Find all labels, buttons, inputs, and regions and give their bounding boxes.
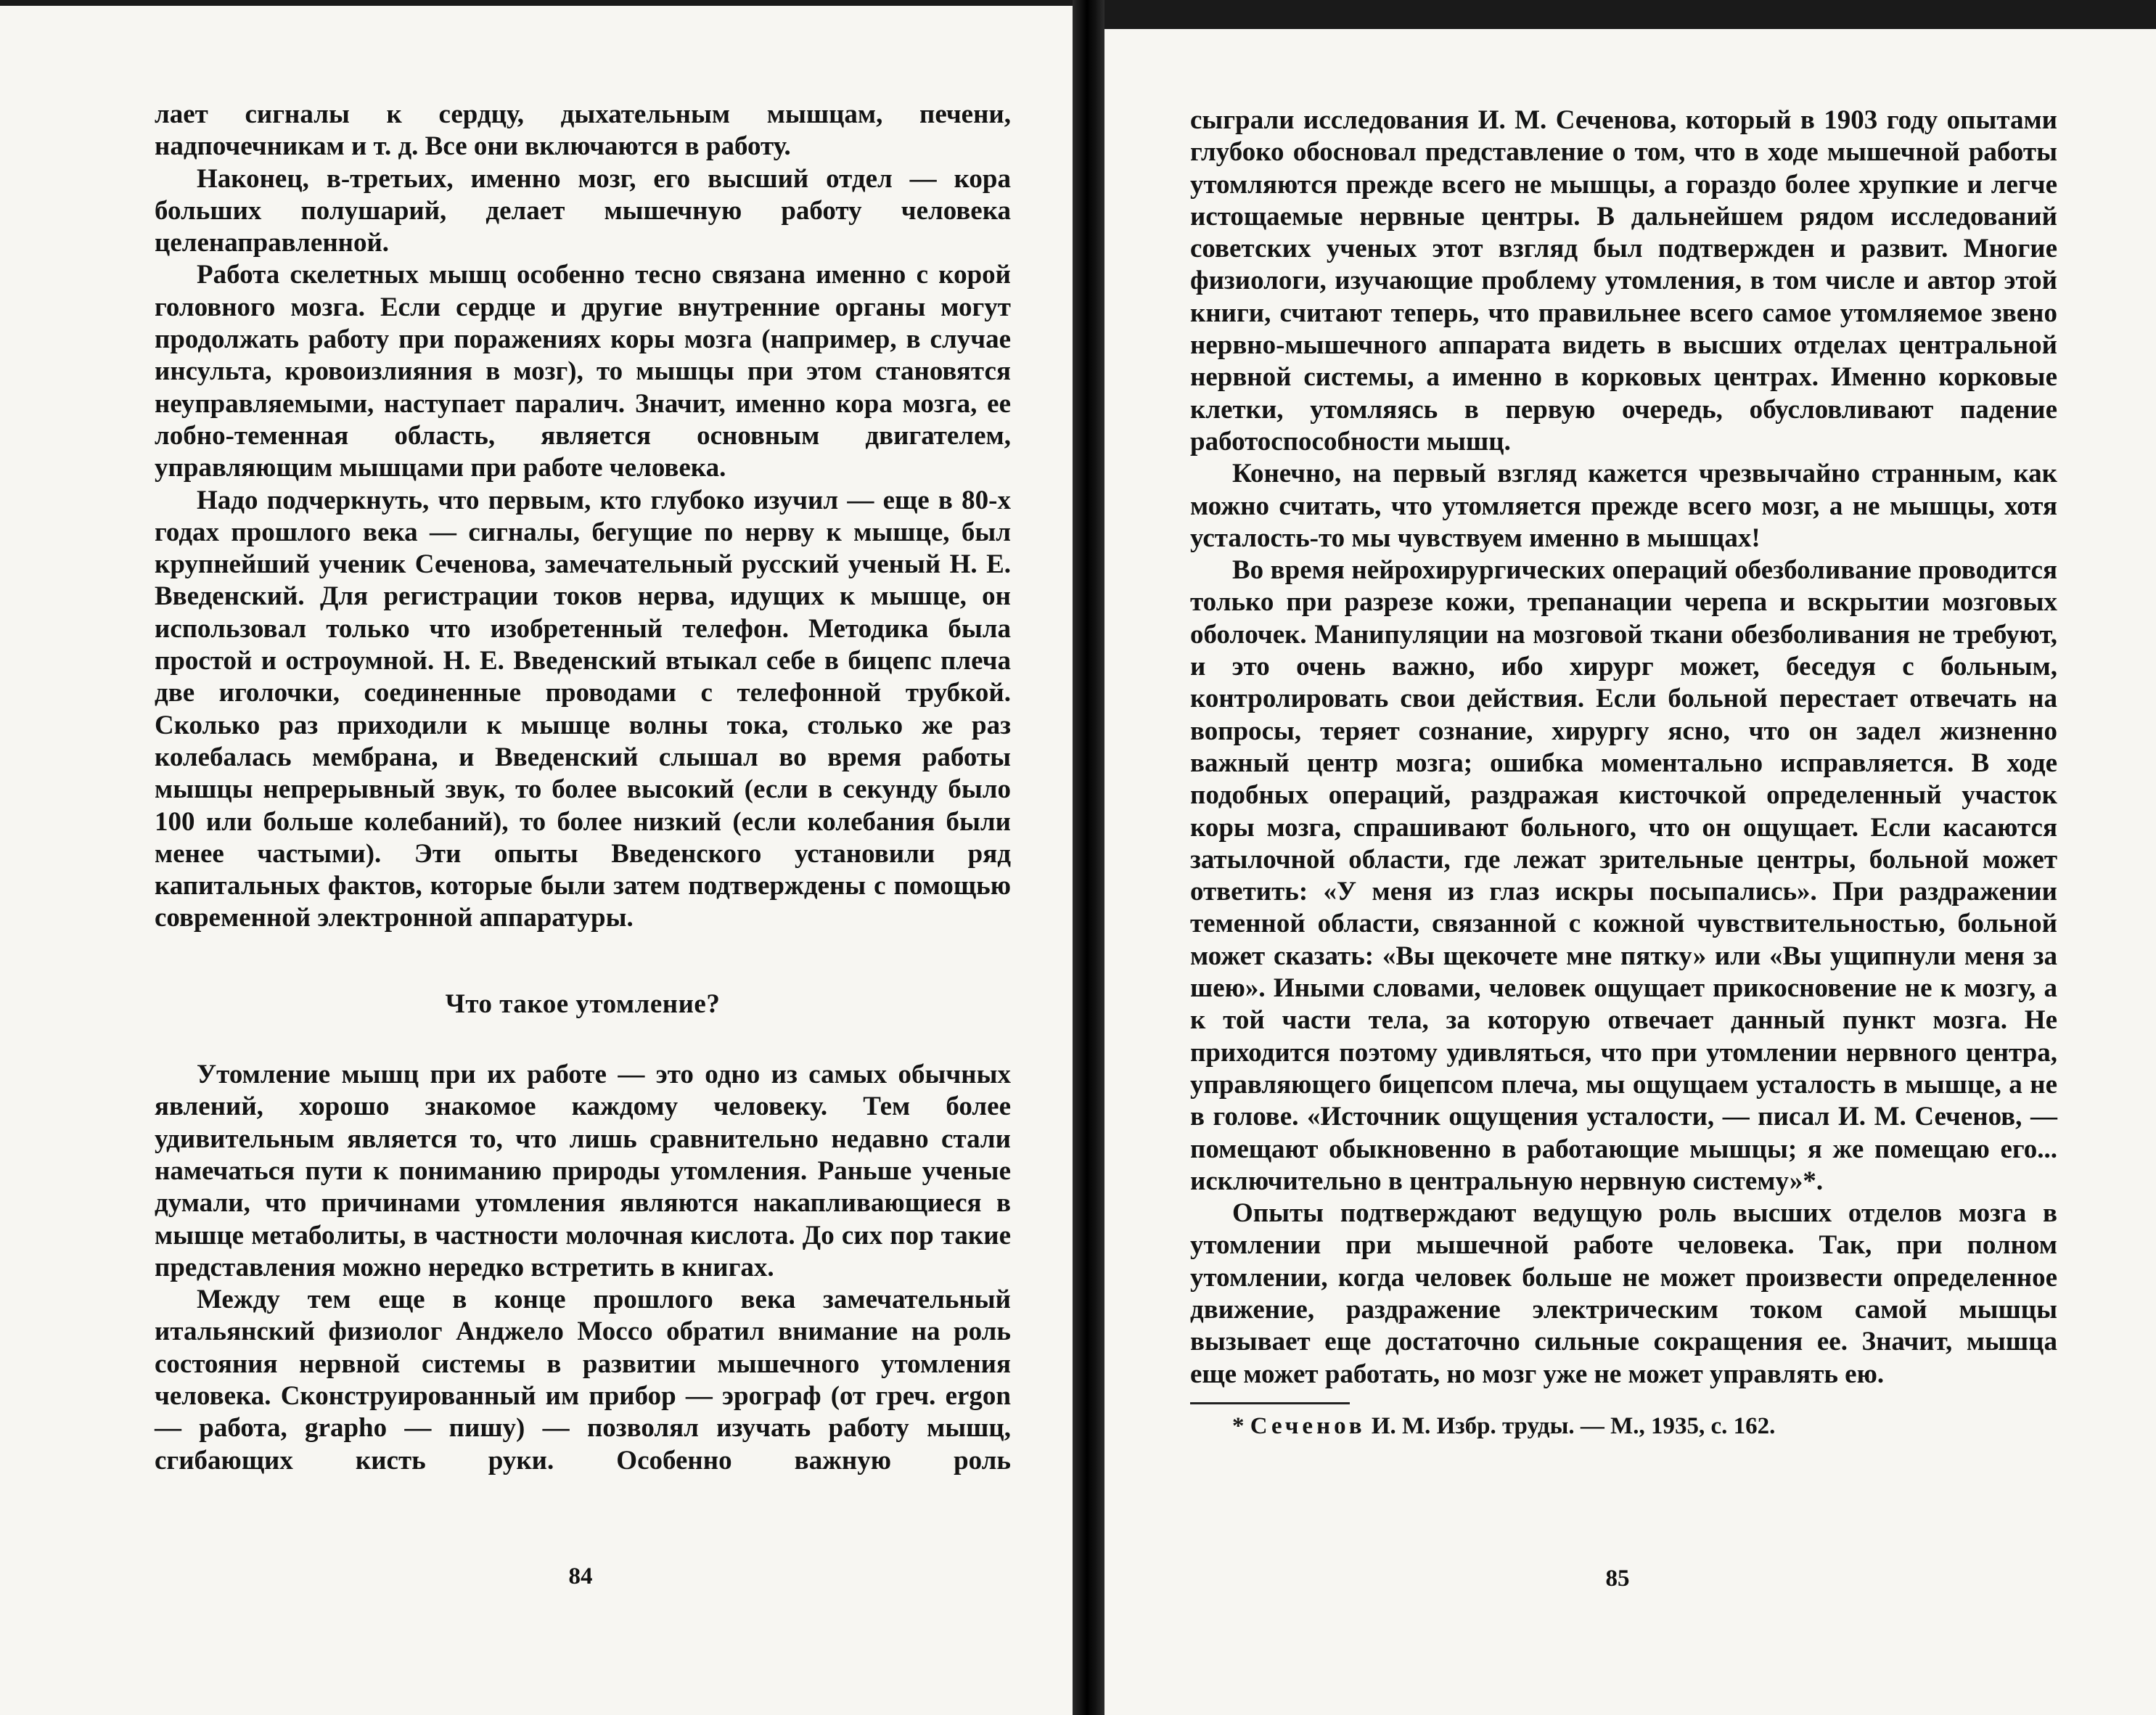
paragraph: Во время нейрохирургических операций обезболивание проводится только при разрезе кожи, трепанации черепа и вскрытии мозговых оболочек. Манипуляции на мозговой ткани обезболивания не требуют, и это очень важно, ибо хирург может, беседуя с больным, контролировать свои действия. Если больной перестает отвечать на вопросы, теряет сознание, хирургу ясно, что он задел жизненно важный центр мозга; ошибка моментально исправляется. В ходе подобных операций, раздражая кисточкой определенный участок коры мозга, спрашивают больного, что он ощущает. Если касаются затылочной области, где лежат зрительные центры, больной может ответить: «У меня из глаз искры посыпались». При раздражении теменной области, связанной с кожной чувствительностью, больной может сказать: «Вы щекочете мне пятку» или «Вы ущипнули меня за шею». Иными словами, человек ощущает прикосновение не к мозгу, а к той части тела, за которую отвечает данный пункт мозга. Не приходится поэтому удивляться, что при утомлении нервного центра, управляющего бицепсом плеча, мы ощущаем усталость в мышце, а не в голове. «Источник ощущения усталости, — писал И. М. Сеченов, — помещают обыкновенно в работающие мышцы; я же помещаю его... исключительно в центральную нервную систему»*. (1190, 555, 2057, 1196)
paragraph: Между тем еще в конце прошлого века замечательный итальянский физиолог Анджело Моссо обратил внимание на роль состояния нервной системы в развитии мышечного утомления человека. Сконструированный им прибор — эрограф (от греч. ergon — работа, grapho — пишу) — позволял изучать работу мышц, сгибающих кисть руки. Особенно важную роль (155, 1285, 1011, 1475)
paragraph: Утомление мышц при их работе — это одно из самых обычных явлений, хорошо знакомое каждому человеку. Тем более удивительным является то, что лишь сравнительно недавно стали намечаться пути к пониманию природы утомления. Раньше ученые думали, что причинами утомления являются накапливающиеся в мышце метаболиты, в частности молочная кислота. До сих пор такие представления можно нередко встретить в книгах. (155, 1060, 1011, 1282)
footnote-citation: И. М. Избр. труды. — М., 1935, с. 162. (1371, 1412, 1776, 1439)
left-text-column (155, 99, 1011, 1477)
paragraph: Опыты подтверждают ведущую роль высших отделов мозга в утомлении при мышечной работе человека. Так, при полном утомлении, когда человек больше не может произвести определенное движение, раздражение электрическим током самой мышцы вызывает еще достаточно сильные сокращения ее. Значит, мышца еще может работать, но мозг уже не может управлять ею. (1190, 1198, 2057, 1389)
right-text-column (1190, 105, 2057, 1441)
paragraph: Конечно, на первый взгляд кажется чрезвычайно странным, как можно считать, что утомляется прежде всего мозг, а не мышцы, хотя усталость-то мы чувствуем именно в мышцах! (1190, 459, 2057, 553)
page-number: 84 (568, 1563, 593, 1589)
footnote-rule (1190, 1402, 1350, 1404)
left-page (0, 6, 1073, 1715)
footnote-author: Сеченов (1250, 1412, 1366, 1439)
paragraph: Надо подчеркнуть, что первым, кто глубоко изучил — еще в 80-х годах прошлого века — сигналы, бегущие по нерву к мышце, был крупнейший ученик Сеченова, замечательный русский ученый Н. Е. Введенский. Для регистрации токов нерва, идущих к мышце, он использовал только что изобретенный телефон. Методика была простой и остроумной. Н. Е. Введенский втыкал себе в бицепс плеча две иголочки, соединенные проводами с телефонной трубкой. Сколько раз приходили к мышце волны тока, столько же раз колебалась мембрана, и Введенский слышал во время работы мышцы непрерывный звук, то более высокий (если в секунду было 100 или больше колебаний), то более низкий (если колебания были менее частыми). Эти опыты Введенского установили ряд капитальных фактов, которые были затем подтверждены с помощью современной электронной аппаратуры. (155, 485, 1011, 933)
paragraph: сыграли исследования И. М. Сеченова, который в 1903 году опытами глубоко обосновал представление о том, что в ходе мышечной работы утомляются прежде всего не мышцы, а гораздо более хрупкие и легче истощаемые нервные центры. В дальнейшем рядом исследований советских ученых этот взгляд был подтвержден и развит. Многие физиологи, изучающие проблему утомления, в том числе и автор этой книги, считают теперь, что правильнее всего самое утомляемое звено нервно-мышечного аппарата видеть в высших отделах центральной нервной системы, а именно в корковых центрах. Именно корковые клетки, утомляясь в первую очередь, обусловливают падение работоспособности мышц. (1190, 105, 2057, 457)
section-heading: Что такое утомление? (445, 989, 721, 1019)
footnote (1190, 1412, 2057, 1441)
paragraph: Наконец, в-третьих, именно мозг, его высший отдел — кора больших полушарий, делает мышечную работу человека целенаправленной. (155, 163, 1011, 258)
page-number: 85 (1605, 1565, 1630, 1592)
book-spine (1073, 0, 1104, 1715)
paragraph: лает сигналы к сердцу, дыхательным мышцам, печени, надпочечникам и т. д. Все они включаются в работу. (155, 99, 1011, 162)
right-page (1104, 29, 2156, 1715)
footnote-marker: * (1232, 1412, 1245, 1439)
paragraph: Работа скелетных мышц особенно тесно связана именно с корой головного мозга. Если сердце и другие внутренние органы могут продолжать работу при поражениях коры мозга (например, в случае инсульта, кровоизлияния в мозг), то мышцы при этом становятся неуправляемыми, наступает паралич. Значит, именно кора мозга, ее лобно-теменная область, является основным двигателем, управляющим мышцами при работе человека. (155, 260, 1011, 483)
